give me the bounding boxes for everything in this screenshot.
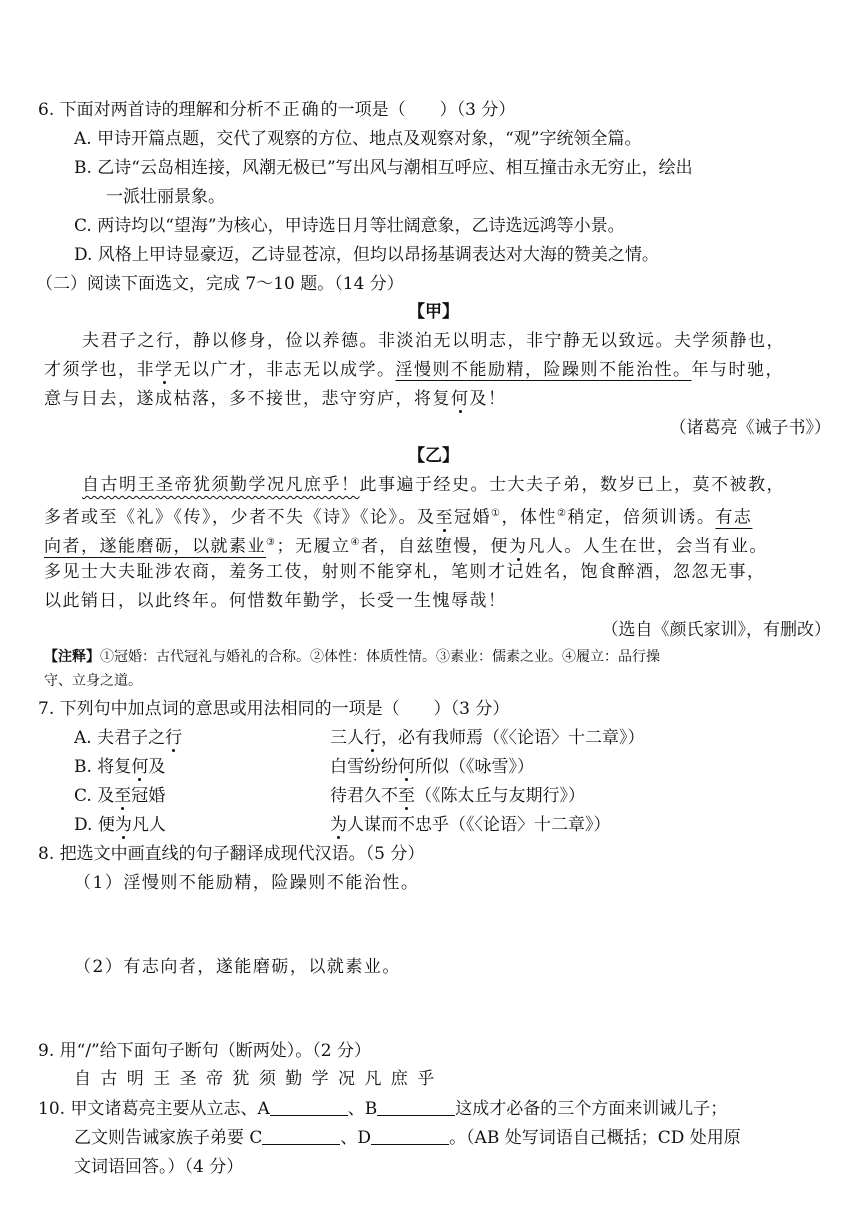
q7-left-post: 冠婚 (131, 786, 166, 806)
passage-yi-line-4: 多见士大夫耻涉农商，羞务工伎，射则不能穿札，笔则才记姓名，饱食醉酒，忽忽无事， (44, 562, 766, 582)
q7-left-dotted: 何 (131, 757, 149, 777)
yi-l2-d: 稍定，倍须训诱。 (567, 507, 716, 528)
yi-l2-b: 冠婚 (454, 507, 491, 528)
q10-blank-a[interactable] (270, 1097, 348, 1116)
q7-right-pre: 白雪纷纷 (330, 757, 398, 777)
yi-l3-d: 凡人。人生在世，会当有业。 (527, 536, 768, 557)
q10-text-1: 10. 甲文诸葛亮主要从立志、A (38, 1099, 270, 1119)
passage-yi-line-1 (82, 472, 785, 498)
jia-l2-c: 年与时驰， (691, 360, 784, 380)
q7-left-pre: C. 及 (74, 786, 115, 806)
jia-underlined-sentence: 淫慢则不能励精，险躁则不能治性。 (395, 360, 692, 380)
passage-yi-source: （选自《颜氏家训》，有删改） (601, 620, 831, 640)
q10-line-1 (38, 1096, 727, 1122)
q7-left-pre: D. 便 (74, 815, 115, 835)
q10-line-2 (74, 1125, 741, 1151)
passage-jia-line-1: 夫君子之行，静以修身，俭以养德。非淡泊无以明志，非宁静无以致远。夫学须静也， (82, 331, 785, 351)
q7-right-phrase (330, 754, 534, 780)
yi-l2-c: ，体性 (501, 507, 557, 528)
q8-sentence-1: （1）淫慢则不能励精，险躁则不能治性。 (74, 873, 420, 893)
yi-underlined-start: 有志 (715, 507, 753, 528)
q10-text-2: 、B (347, 1099, 378, 1119)
q7-left-post: 凡人 (131, 815, 166, 835)
jia-l3-b: 及！ (469, 389, 507, 409)
passage-jia-line-3 (44, 386, 507, 412)
jia-l3-dotted: 何 (451, 389, 470, 409)
yi-l2-dotted: 至 (435, 507, 454, 528)
q7-option-d (74, 812, 611, 838)
yi-underlined-sentence: 向者，遂能磨砺，以就素业 (44, 536, 266, 557)
q7-right-phrase (330, 812, 611, 838)
passage-yi-title: 【乙】 (408, 446, 459, 466)
notes-line-1 (44, 644, 660, 670)
note-ref-1: ① (491, 508, 502, 519)
q9-stem: 9. 用“/”给下面句子断句（断两处）。（2 分） (38, 1041, 371, 1061)
note-ref-2: ② (556, 508, 568, 519)
q10-line-3: 文词语回答。）（4 分） (74, 1157, 244, 1177)
q7-right-dot: 何 (398, 757, 415, 777)
yi-l3-dotted: 为 (508, 536, 528, 557)
q10-text-6: 。（AB 处写词语自己概括；CD 处用原 (449, 1128, 741, 1148)
q10-blank-c[interactable] (262, 1126, 340, 1145)
q7-right-phrase (330, 725, 645, 751)
q6-option-d: D. 风格上甲诗显豪迈，乙诗显苍凉，但均以昂扬基调表达对大海的赞美之情。 (74, 245, 659, 265)
yi-l3-c: 者，自兹堕慢，便 (360, 536, 509, 557)
q6-stem (38, 97, 515, 123)
passage-yi-line-2 (44, 501, 752, 531)
q8-sentence-2: （2）有志向者，遂能磨砺，以就素业。 (74, 957, 401, 977)
q6-stem-text: 6. 下面对两首诗的理解和分析 (38, 100, 264, 120)
passage-jia-title: 【甲】 (408, 302, 459, 322)
q7-right-pre: 三人 (330, 728, 364, 748)
q7-left-pre: B. 将复 (74, 757, 132, 777)
q7-option-a (74, 725, 645, 751)
q7-right-post: （《陈太丘与友期行》） (415, 786, 585, 806)
q7-right-dot: 至 (398, 786, 415, 806)
q7-right-post: 人谋而不忠乎（《〈论语〉十二章》） (347, 815, 611, 835)
jia-l2-b: 无以广才，非志无以成学。 (173, 360, 396, 380)
note-ref-4: ④ (350, 537, 361, 548)
yi-l2-a: 多者或至《礼》《传》，少者不失《诗》《论》。及 (44, 507, 436, 528)
note-ref-3: ③ (266, 537, 277, 548)
q6-stem-tail: 的一项是（ ）（3 分） (320, 100, 516, 120)
q10-text-3: 这成才必备的三个方面来训诫儿子； (455, 1099, 728, 1119)
q7-option-b (74, 754, 534, 780)
q7-right-post: 所似（《咏雪》） (415, 757, 534, 777)
q6-option-c: C. 两诗均以“望海”为核心，甲诗选日月等壮阔意象，乙诗选远鸿等小景。 (74, 216, 625, 236)
q6-option-b-cont: 一派壮丽景象。 (106, 187, 225, 207)
q7-right-post: ，必有我师焉（《〈论语〉十二章》） (381, 728, 645, 748)
passage-yi-line-5: 以此销日，以此终年。何惜数年勤学，长受一生愧辱哉！ (44, 591, 507, 611)
q7-right-pre: 待君久不 (330, 786, 398, 806)
q7-right-dot: 行 (364, 728, 381, 748)
q7-left-dotted: 为 (114, 815, 132, 835)
passage-yi-line-3 (44, 530, 768, 560)
q10-blank-b[interactable] (377, 1097, 455, 1116)
yi-l1-b: 此事遍于经史。士大夫子弟，数岁已上，莫不被教， (359, 475, 785, 495)
q6-option-a: A. 甲诗开篇点题，交代了观察的方位、地点及观察对象，“观”字统领全篇。 (74, 129, 642, 149)
notes-label: 【注释】 (44, 649, 100, 665)
q7-right-phrase (330, 783, 585, 809)
q7-left-dotted: 行 (165, 728, 183, 748)
notes-text-1: ①冠婚：古代冠礼与婚礼的合称。②体性：体质性情。③素业：儒素之业。④履立：品行操 (100, 649, 660, 665)
yi-wavy-sentence: 自古明王圣帝犹须勤学况凡庶乎！ (82, 475, 360, 495)
jia-l2-a: 才须学也，非 (44, 360, 155, 380)
q7-left-post: 及 (148, 757, 166, 777)
notes-line-2: 守、立身之道。 (44, 673, 142, 689)
q8-stem: 8. 把选文中画直线的句子翻译成现代汉语。（5 分） (38, 844, 425, 864)
yi-l3-b: ；无履立 (276, 536, 351, 557)
q10-text-4: 乙文则告诫家族子弟要 C (74, 1128, 263, 1148)
q9-text: 自 古 明 王 圣 帝 犹 须 勤 学 况 凡 庶 乎 (74, 1069, 437, 1089)
q10-text-5: 、D (340, 1128, 372, 1148)
q7-right-dot: 为 (330, 815, 347, 835)
q7-left-dotted: 至 (114, 786, 132, 806)
jia-l3-a: 意与日去，遂成枯落，多不接世，悲守穷庐，将复 (44, 389, 451, 409)
q6-option-b: B. 乙诗“云岛相连接，风潮无极已”写出风与潮相互呼应、相互撞击永无穷止，绘出 (74, 158, 693, 178)
q6-stem-emphasis: 不正确 (263, 100, 321, 120)
q7-stem: 7. 下列句中加点词的意思或用法相同的一项是（ ）（3 分） (38, 699, 510, 719)
passage-jia-source: （诸葛亮《诫子书》） (669, 418, 831, 438)
section-heading: （二）阅读下面选文，完成 7～10 题。（14 分） (36, 274, 404, 294)
jia-l2-dotted: 学 (155, 360, 174, 380)
q7-option-c (74, 783, 585, 809)
q10-blank-d[interactable] (371, 1126, 449, 1145)
q7-left-pre: A. 夫君子之 (74, 728, 166, 748)
passage-jia-line-2 (44, 357, 784, 383)
